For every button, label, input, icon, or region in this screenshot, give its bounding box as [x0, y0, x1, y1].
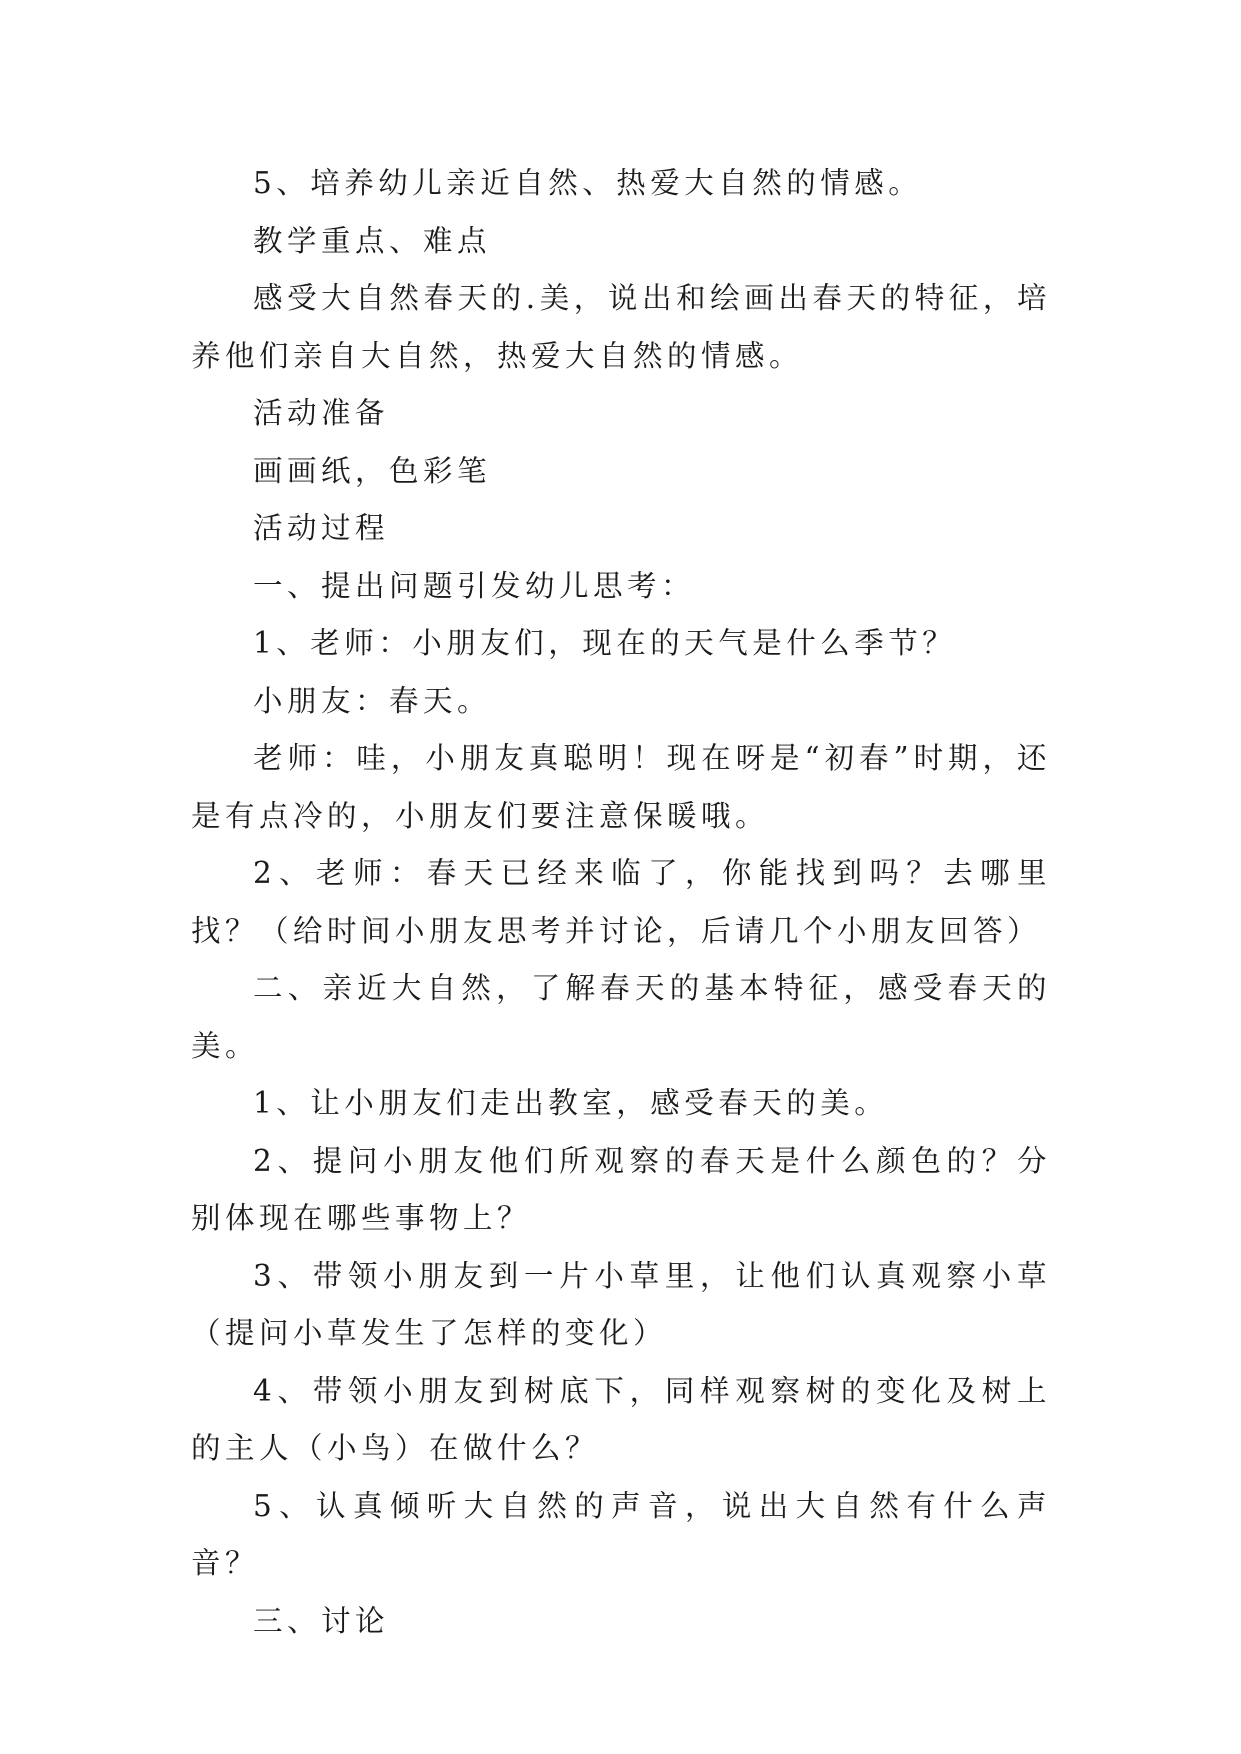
- paragraph-step-1: 1、老师：小朋友们，现在的天气是什么季节？: [253, 626, 957, 660]
- paragraph-step-2: 2、老师：春天已经来临了，你能找到吗？去哪里找？（给时间小朋友思考并讨论，后请几个小朋友回答）: [191, 856, 1051, 948]
- heading-preparation: 活动准备: [253, 396, 390, 430]
- paragraph-goal-5: 5、培养幼儿亲近自然、热爱大自然的情感。: [253, 166, 923, 200]
- paragraph-key-points: 感受大自然春天的.美，说出和绘画出春天的特征，培养他们亲自大自然，热爱大自然的情感。: [191, 281, 1051, 373]
- section-one-title: 一、提出问题引发幼儿思考：: [253, 568, 696, 603]
- paragraph-activity-2: 2、提问小朋友他们所观察的春天是什么颜色的？分别体现在哪些事物上？: [191, 1143, 1051, 1235]
- paragraph-activity-1: 1、让小朋友们走出教室，感受春天的美。: [253, 1086, 889, 1120]
- paragraph-activity-3: 3、带领小朋友到一片小草里，让他们认真观察小草（提问小草发生了怎样的变化）: [191, 1258, 1051, 1350]
- paragraph-activity-4: 4、带领小朋友到树底下，同样观察树的变化及树上的主人（小鸟）在做什么？: [191, 1373, 1051, 1465]
- section-three-title: 三、讨论: [253, 1603, 390, 1638]
- document-body: [191, 155, 1051, 1650]
- paragraph-children-answer: 小朋友：春天。: [253, 683, 492, 718]
- heading-process: 活动过程: [253, 511, 390, 545]
- heading-key-points: 教学重点、难点: [253, 223, 492, 258]
- section-two-title: 二、亲近大自然，了解春天的基本特征，感受春天的美。: [191, 971, 1051, 1063]
- paragraph-teacher-reply: 老师：哇，小朋友真聪明！现在呀是“初春”时期，还是有点冷的，小朋友们要注意保暖哦。: [191, 741, 1051, 833]
- paragraph-activity-5: 5、认真倾听大自然的声音，说出大自然有什么声音？: [191, 1488, 1051, 1580]
- paragraph-materials: 画画纸，色彩笔: [253, 453, 492, 488]
